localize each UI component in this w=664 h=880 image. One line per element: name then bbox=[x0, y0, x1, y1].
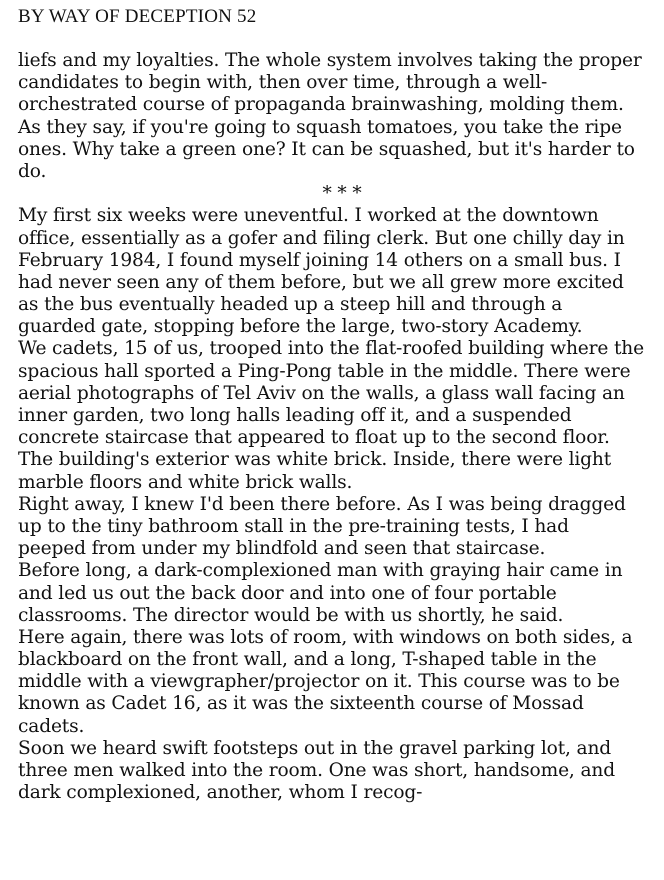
paragraph-7 bbox=[18, 738, 658, 805]
text-line: peeped from under my blindfold and seen that staircase. bbox=[18, 538, 546, 560]
text-line: and led us out the back door and into one of four portable bbox=[18, 582, 557, 604]
paragraph-6 bbox=[18, 627, 658, 738]
text-line: Right away, I knew I'd been there before. As I was being dragged bbox=[18, 493, 626, 515]
text-line: Soon we heard swift footsteps out in the gravel parking lot, and bbox=[18, 737, 612, 759]
text-line: As they say, if you're going to squash tomatoes, you take the ripe bbox=[18, 116, 622, 138]
text-line: up to the tiny bathroom stall in the pre-training tests, I had bbox=[18, 515, 569, 537]
text-line: classrooms. The director would be with us shortly, he said. bbox=[18, 604, 564, 626]
text-line: The building's exterior was white brick. Inside, there were light bbox=[18, 449, 612, 471]
running-head: BY WAY OF DECEPTION 52 bbox=[18, 6, 257, 27]
text-line: Here again, there was lots of room, with windows on both sides, a bbox=[18, 626, 633, 648]
text-line: candidates to begin with, then over time, through a well- bbox=[18, 72, 548, 94]
paragraph-4 bbox=[18, 494, 658, 561]
text-line: marble floors and white brick walls. bbox=[18, 471, 353, 493]
text-line: three men walked into the room. One was short, handsome, and bbox=[18, 760, 615, 781]
text-line: blackboard on the front wall, and a long, T-shaped table in the bbox=[18, 649, 597, 671]
text-line: We cadets, 15 of us, trooped into the flat-roofed building where the bbox=[18, 338, 644, 360]
text-line: dark complexioned, another, whom I recog- bbox=[18, 782, 423, 804]
text-line: Before long, a dark-complexioned man with graying hair came in bbox=[18, 560, 623, 582]
section-separator: * * * bbox=[322, 183, 362, 205]
text-line: concrete staircase that appeared to float up to the second floor. bbox=[18, 427, 610, 449]
text-line: guarded gate, stopping before the large, two-story Academy. bbox=[18, 316, 583, 338]
body-text bbox=[18, 50, 658, 804]
text-line: ones. Why take a green one? It can be squashed, but it's harder to bbox=[18, 138, 635, 160]
paragraph-2 bbox=[18, 205, 658, 338]
text-line: do. bbox=[18, 160, 47, 182]
text-line: had never seen any of them before, but we all grew more excited bbox=[18, 271, 624, 293]
text-line: cadets. bbox=[18, 715, 85, 737]
text-line: inner garden, two long halls leading off it, and a suspended bbox=[18, 405, 572, 426]
text-line: office, essentially as a gofer and filing clerk. But one chilly day in bbox=[18, 227, 625, 249]
text-line: known as Cadet 16, as it was the sixteenth course of Mossad bbox=[18, 693, 584, 715]
text-line: My first six weeks were uneventful. I worked at the downtown bbox=[18, 205, 599, 227]
paragraph-1 bbox=[18, 50, 658, 183]
paragraph-3 bbox=[18, 338, 658, 493]
text-line: February 1984, I found myself joining 14 others on a small bus. I bbox=[18, 249, 621, 271]
text-line: as the bus eventually headed up a steep hill and through a bbox=[18, 294, 563, 316]
text-line: spacious hall sported a Ping-Pong table in the middle. There were bbox=[18, 360, 631, 382]
paragraph-5 bbox=[18, 560, 658, 627]
text-line: orchestrated course of propaganda brainwashing, molding them. bbox=[18, 94, 624, 116]
text-line: liefs and my loyalties. The whole system involves taking the proper bbox=[18, 50, 642, 71]
text-line: aerial photographs of Tel Aviv on the walls, a glass wall facing an bbox=[18, 382, 625, 404]
text-line: middle with a viewgrapher/projector on it. This course was to be bbox=[18, 671, 620, 693]
